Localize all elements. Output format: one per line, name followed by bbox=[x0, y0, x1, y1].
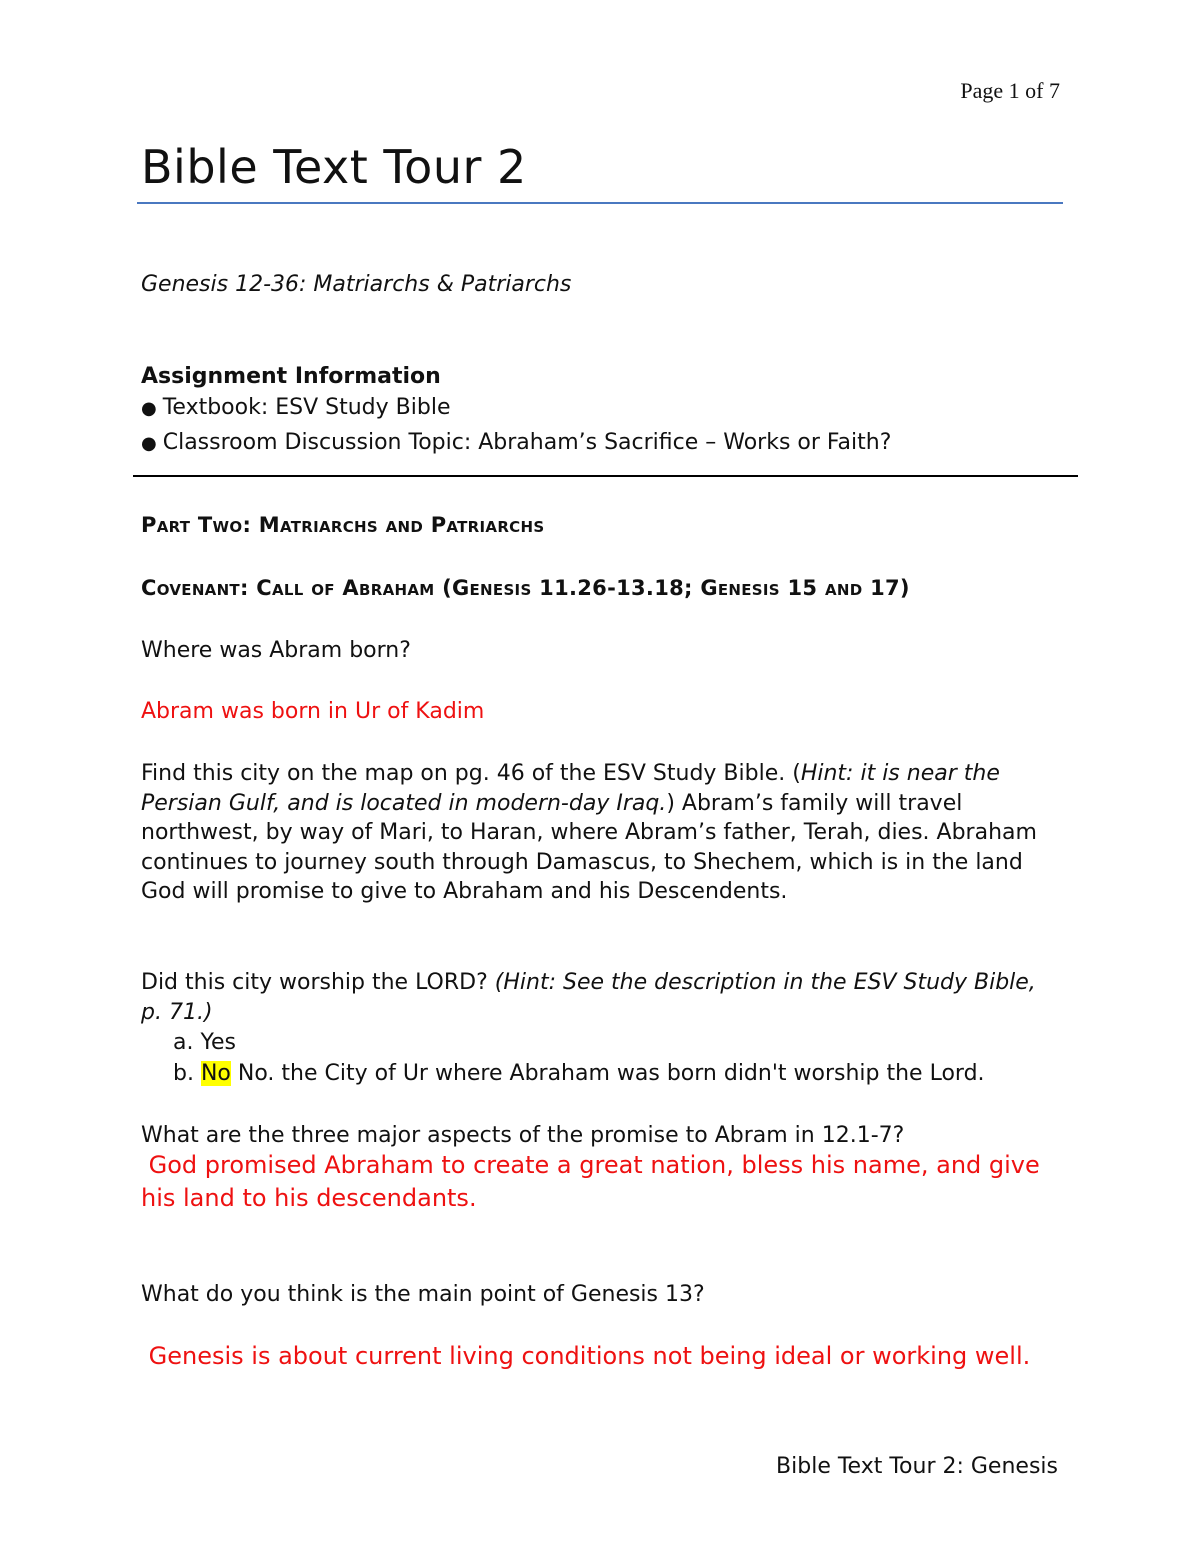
option-b-answer: No. the City of Ur where Abraham was born didn't worship the Lord. bbox=[237, 1061, 985, 1086]
answer-4-text: Genesis is about current living conditions not being ideal or working well. bbox=[148, 1342, 1031, 1370]
question-3: What are the three major aspects of the promise to Abram in 12.1-7? bbox=[141, 1123, 905, 1148]
subtitle: Genesis 12-36: Matriarchs & Patriarchs bbox=[141, 272, 572, 297]
assignment-heading: Assignment Information bbox=[141, 364, 441, 389]
section-divider bbox=[133, 475, 1078, 477]
page-number: Page 1 of 7 bbox=[960, 78, 1060, 103]
assignment-list bbox=[141, 394, 891, 464]
bullet-icon: ● bbox=[141, 433, 157, 454]
answer-1: Abram was born in Ur of Kadim bbox=[141, 699, 485, 724]
option-a bbox=[173, 1027, 985, 1058]
part-heading: Part Two: Matriarchs and Patriarchs bbox=[141, 513, 545, 537]
bullet-icon: ● bbox=[141, 398, 157, 419]
paragraph-lead: Find this city on the map on pg. 46 of the ESV Study Bible. ( bbox=[141, 761, 801, 786]
question-1: Where was Abram born? bbox=[141, 638, 411, 663]
map-paragraph bbox=[141, 759, 1051, 907]
title-divider bbox=[137, 202, 1063, 204]
bullet-text: Textbook: ESV Study Bible bbox=[162, 395, 451, 420]
answer-4 bbox=[141, 1340, 1071, 1373]
paragraph-rest: ) Abram’s family will travel northwest, by way of Mari, to Haran, where Abram’s father, Terah, dies. Abraham continues to journey south through Damascus, to Shechem, which is in the land God will promise to give to Abraham and his Descendents. bbox=[141, 790, 1037, 904]
question-2-hint: (Hint: See the description in the ESV Study Bible, p. 71.) bbox=[141, 970, 1036, 1025]
answer-3-text: God promised Abraham to create a great nation, bless his name, and give his land to his descendants. bbox=[141, 1151, 1040, 1212]
option-letter: a. bbox=[173, 1030, 194, 1055]
question-2 bbox=[141, 968, 1051, 1027]
option-b bbox=[173, 1058, 985, 1089]
list-item bbox=[141, 429, 891, 464]
answer-options bbox=[173, 1027, 985, 1089]
option-letter: b. bbox=[173, 1061, 194, 1086]
page-footer: Bible Text Tour 2: Genesis bbox=[776, 1454, 1058, 1479]
page-title: Bible Text Tour 2 bbox=[141, 140, 527, 194]
answer-3 bbox=[141, 1149, 1061, 1215]
question-2-text: Did this city worship the LORD? bbox=[141, 970, 488, 995]
covenant-heading: Covenant: Call of Abraham (Genesis 11.26-13.18; Genesis 15 and 17) bbox=[141, 576, 910, 600]
paragraph-hint: Hint: it is near the Persian Gulf, and is located in modern-day Iraq. bbox=[141, 761, 1000, 816]
selected-answer-highlight: No bbox=[200, 1061, 231, 1086]
question-4: What do you think is the main point of Genesis 13? bbox=[141, 1282, 705, 1307]
list-item bbox=[141, 394, 891, 429]
option-text: Yes bbox=[200, 1030, 236, 1055]
bullet-text: Classroom Discussion Topic: Abraham’s Sacrifice – Works or Faith? bbox=[162, 430, 892, 455]
